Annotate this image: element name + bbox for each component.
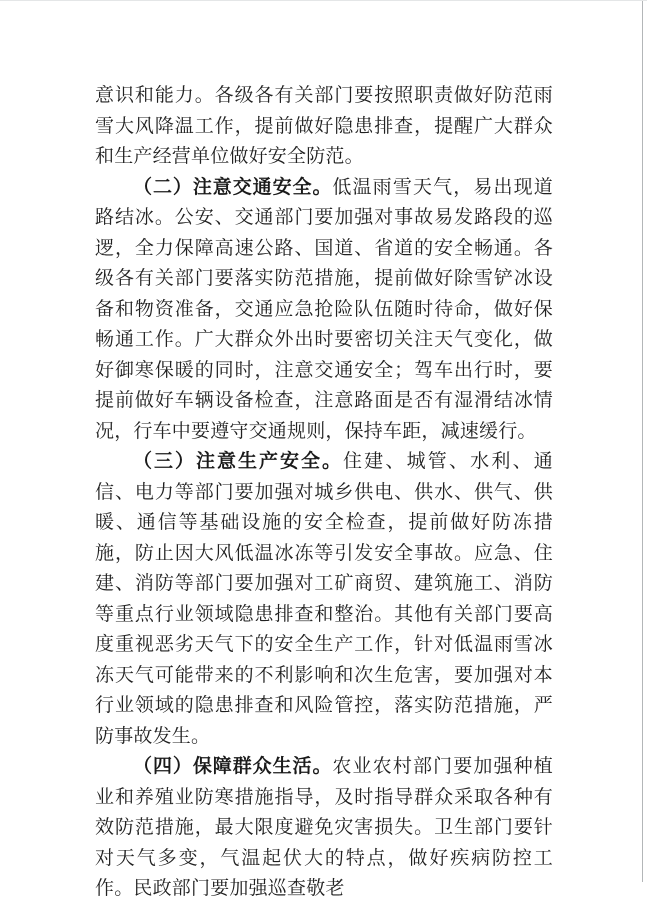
section-heading: （四）保障群众生活。 xyxy=(133,755,333,777)
paragraph-continuation xyxy=(95,80,553,172)
paragraph-section-2 xyxy=(95,172,553,447)
section-heading: （三）注意生产安全。 xyxy=(133,450,343,472)
document-body xyxy=(95,80,553,904)
paragraph-text: 意识和能力。各级各有关部门要按照职责做好防范雨雪大风降温工作，提前做好隐患排查，提醒广大群众和生产经营单位做好安全防范。 xyxy=(95,84,553,167)
page-edge-line xyxy=(642,1,643,882)
paragraph-text: 低温雨雪天气，易出现道路结冰。公安、交通部门要加强对事故易发路段的巡逻，全力保障高速公路、国道、省道的安全畅通。各级各有关部门要落实防范措施，提前做好除雪铲冰设备和物资准备，交通应急抢险队伍随时待命，做好保畅通工作。广大群众外出时要密切关注天气变化，做好御寒保暖的同时，注意交通安全；驾车出行时，要提前做好车辆设备检查，注意路面是否有湿滑结冰情况，行车中要遵守交通规则，保持车距，减速缓行。 xyxy=(95,175,553,442)
paragraph-text: 农业农村部门要加强种植业和养殖业防寒措施指导，及时指导群众采取各种有效防范措施，最大限度避免灾害损失。卫生部门要针对天气多变，气温起伏大的特点，做好疾病防控工作。民政部门要加强巡查敬老 xyxy=(95,755,553,899)
paragraph-section-3 xyxy=(95,446,553,751)
paragraph-text: 住建、城管、水利、通信、电力等部门要加强对城乡供电、供水、供气、供暖、通信等基础设施的安全检查，提前做好防冻措施，防止因大风低温冰冻等引发安全事故。应急、住建、消防等部门要加强对工矿商贸、建筑施工、消防等重点行业领域隐患排查和整治。其他有关部门要高度重视恶劣天气下的安全生产工作，针对低温雨雪冰冻天气可能带来的不利影响和次生危害，要加强对本行业领域的隐患排查和风险管控，落实防范措施，严防事故发生。 xyxy=(95,450,553,747)
section-heading: （二）注意交通安全。 xyxy=(133,175,333,198)
